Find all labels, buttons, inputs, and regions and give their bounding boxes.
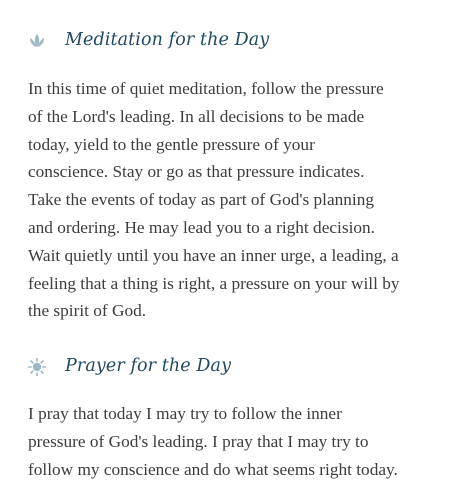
text-line: of the Lord's leading. In all decisions to be made [28,106,365,126]
text-line: pressure of God's leading. I pray that I may try to [28,431,369,451]
text-line: Take the events of today as part of God's planning [28,190,374,210]
text-line: feeling that a thing is right, a pressure on your will by [28,273,400,293]
text-line: follow my conscience and do what seems right today. [28,459,398,479]
text-line: Wait quietly until you have an inner urge, a leading, a [28,245,399,265]
prayer-text [28,400,438,483]
meditation-text [28,75,438,325]
lotus-icon [27,32,47,52]
text-line: and ordering. He may lead you to a right decision. [28,217,375,237]
text-line: In this time of quiet meditation, follow the pressure [28,79,384,98]
meditation-header [0,28,455,58]
prayer-title: Prayer for the Day [65,356,232,376]
sun-icon [27,357,47,377]
text-line: I pray that today I may try to follow the inner [28,404,342,423]
prayer-header [0,354,455,384]
text-line: today, yield to the gentle pressure of your [28,134,315,154]
text-line: conscience. Stay or go as that pressure indicates. [28,162,365,182]
text-line: the spirit of God. [28,301,147,321]
meditation-title: Meditation for the Day [65,30,270,50]
